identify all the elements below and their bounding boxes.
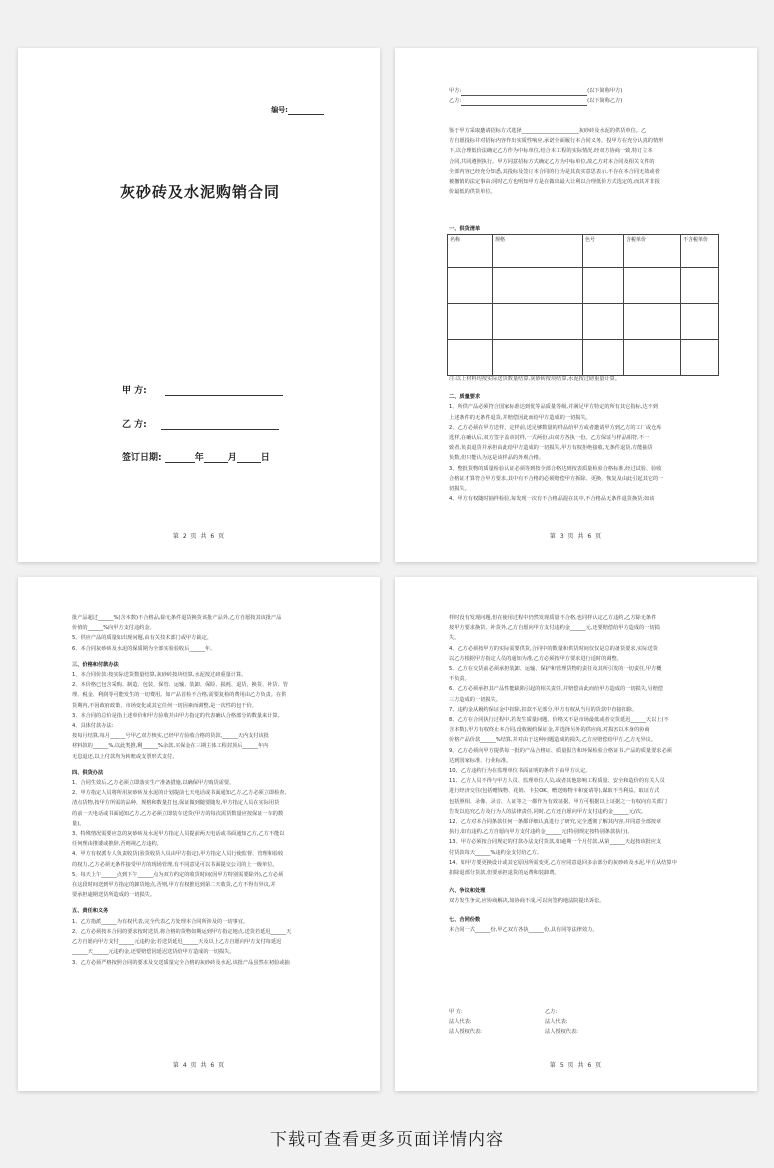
party-a-field: 甲 方: [122,383,283,396]
section-heading: 一、供货清单 [449,226,481,232]
page-footer: 第 4 页 共 6 页 [172,1062,226,1069]
page-body: 样时没有发现问题,但在使用过程中仍然发现质量不合格,也同样认定乙方违约,乙方除无条件 按甲方要求换货、补货外,乙方自愿向甲方支付违约金______元,还要赔偿给甲方造成的一切损 失。 4、乙方必须按甲方的实际需要供货,合同中的数量和供货时间仅仅是总的备货要求,实际送货 以乙方根据甲方指定人员的通知为准,乙方必须按甲方要求进行适时的调整。 5、乙方在交货前必须承担装卸、运输、保护和管理货物的责任及其所引发的一切责任,甲方概 不负责。 6、乙方必须承担其产品性能缺陷引起的相关责任,并赔偿由此而给甲方造成的一切损失,另赔偿 三方造成的一切损失。 7、违约金从履约保证金中扣除,扣款不足部分,甲方有权从当月的货款中直接扣除。 8、乙方在合同执行过程中,若发生质量问题、价格又不是市场最低或者交货延迟______天以上(不 含本数),甲方有权终止本合同,没收履约保证金,并选择另外的供应商,对损害以本身的协商 价格产品价款______%结算,并对由于这种问题造成的损失,乙方应赔偿给甲方,乙方无异议。 9、乙方必须向甲方提供每一批的产品合格证、质量报告和环保检验合格证书,产品的质量要求必须 达到国家标准、行业标准。 10、乙方违约行为在监理单位书面证明的条件下由甲方认定。 11、乙方人员不得与甲方人员、监理单位人员,或者其他影响工程质量、安全和造价的有关人员 进行经济交往(包括赠钱物、花销、卡拉OK、赠送购物卡和宴请等),谋取不当利益。取证方式 包括照相、录像、录音、人证等之一都作为有效证据。甲方可根据以上证据之一有权向有关部门 告发以追究乙方及行为人的法律责任,同时,乙方还自愿向甲方支付违约金______元/次。 12、乙方对本合同条款任何一条都详细认真进行了研究,完全透彻了解其内容,并同意全部按章 执行,如有违约,乙方自愿向甲方支付违约金______元(特别规定按特别条款执行)。 13、甲方必须按合同规定的付款办法支付货款,如逾期一个月付款,从第______天起按该批应支 付货款每天______%违约金支付给乙方。 14、如甲方要更换设计或其它原因所需变更,乙方应同意退回多余部分的灰砂砖及水泥,甲方从结算中 扣除退部分货款,但要承担退货的运费和装卸费。 六、争议和处理 双方发生争议,应协商解决,如协商不成,可以向签约地法院提出诉讼。 七、合同份数 本合同一式______份,甲乙双方各执______份,具有同等法律效力。 [449,613,717,935]
intro-paragraph: 鉴于甲方采取邀请招标方式选择______________________灰砂砖及水泥的供货单位。乙 方自愿投标并对招标内容作出实质性响应,承诺全面履行本合同义务。投甲方在充分认真的情形 下,以合理低价法确定乙方作为中标单位,结合本工程的实际情况,经双方协商一致,特订立本 合同,共同遵照执行。甲方同意招标方式确定乙方为中标单位,故乙方对本合同及相关文件的 全部内容已经充分知悉,其投标及签订本合同的行为是其真实意思表示,不存在本合同无效或者 被撤销的法定事由;同时乙方也明知甲方是在做出最大让利以合理低价方式选定的,而其并非报 价最低的供货单位。 [449,128,664,196]
contract-page-5 [395,577,757,1091]
quality-section: 注:以上材料均按实际送货数量结算,灰砂砖按块结算,水泥按过磅重量计算。 二、质量要求 1、所供产品必须符合国家标准达到优等品质量等级,并满足甲方特定的所有其它指标,达不到 上述条件的无条件退货,并赔偿因此而给甲方造成的一切损失。 2、乙方必须在甲方送样、定样前,送足够数量的样品给甲方或者邀请甲方到乙方的工厂或仓库 选样,在确认后,双方签字盖章封样,一式两份,由双方各执一份。乙方保证与样品相符,不一 致者,负责退货并承担由此给甲方造成的一切损失,甲方有权拒绝接收,无条件退货,方能抽货 负数,但只能认为这是该样品的外观合格。 3、整批货物的质量检验认证必须等到按全部合格达到按表质量检验合格标准,经过试验、验收 合格证才算符合甲方要求,其中有不合格的必须赔偿甲方拆除、更换、恢复及由此引起其它的一 切损失。 4、甲方有权随时抽样检验,每发现一次有不合格品混在其中,不合格品无条件退货换货;如该 [449,374,717,504]
table-header: 含税单价 [624,235,681,268]
supply-table [447,234,719,376]
table-row [448,340,719,376]
parties-block [449,86,717,106]
download-caption: 下载可查看更多页面详情内容 [270,1130,504,1150]
contract-page-4 [18,577,380,1091]
page-body: 批产品超过______%(含本数)不合格品,除无条件退货换货该批产品外,乙方自愿按其该批产品 价值的______%向甲方支付违约金。 5、供应产品的质量如出现问题,由有关技术部门或甲方裁定。 6、本合同灰砂砖及水泥的保质期为全部实验验收后______年。 三、价格和付款办法 1、本合同价款:按实际送货数量结算,灰砂砖按块结算,水泥按过磅重量计算。 2、本价格已包含采购、制造、包装、保管、运输、装卸、保险、损耗、退货、换货、补货、管 理、税金、利润等可能发生的一切费用。如产品首检不合格,需要复检的费用由乙方负责。在供 货期内,不因政府政策、市场变化或其它任何一切因素而调整,是一次性的包干价。 3、本合同的总价是指上述单价和甲方验收并由甲方指定的代表确认合格部分的数量来计算。 4、具体付款办法: 按每月结算,每月______号甲乙双方核实,已经甲方验收合格的货款,______天内支付该批 材料款的______%,以此类推,剩______%余款,买保金在三期主体工程封顶后______年内 无息退还,以上付款均为转账或支票形式支付。 四、供货办法 1、合同生效后,乙方必须立即落实生产准备措施,以确保甲方购货需要。 2、甲方指定人员将所用灰砂砖及水泥的计划提前七天电话或书面通知乙方,乙方必须立即检查, 清点货物,按甲方所需的品种、规格和数量打包,保证做到随要随发,甲方指定人员在实际用货 的前一天电话或书面通知乙方,乙方必须立即装车送货(甲方的每次需货数量应按保证一车的数 量)。 3、特殊情况需要应急的灰砂砖及水泥甲方指定人员提前两天电话或书面通知乙方,乙方不能以 任何理由推诿或推辞,否则视乙方违约。 4、甲方有权派专人负责收货(验货收货人员由甲方指定),甲方指定人员行使监督、管理和验收 的权力,乙方必须无条件接受甲方的现场管理,有不同意见可以书面提交公司的上一级单位。 5、每天上午______点到下午______点为双方约定的收货时间(因甲方特别需要除外),乙方必须 在这段时间送到甲方指定的卸货地点,否则,甲方有权推迟到第二天收货,乙方不得有异议,并 要承担逾期送货所造成的一切损失。 五、责任和义务 1、乙方指派______为有权代表,完全代表乙方处理本合同所涉及的一切事宜。 2、乙方必须按本合同的要求按时送货,将合格的货物如期运到甲方指定地点,送货若延迟______天 乙方自愿向甲方支付______元违约金;若送货延迟______天及以上乙方自愿向甲方支付每延迟 ______天______元违约金,还要赔偿因延迟送货给甲方造成的一切损失。 3、乙方必须严格按照合同的要求及交送质量完全合格的灰砂砖及水泥,该批产品虽然在初验或抽 [72,613,340,968]
page-footer: 第 2 页 共 6 页 [172,533,226,540]
table-note: 注:以上材料均按实际送货数量结算,灰砂砖按块结算,水泥按过磅重量计算。 [449,376,621,382]
section-heading: 五、责任和义务 [72,908,109,915]
table-header: 名称 [448,235,493,268]
section-heading: 六、争议和处理 [449,888,486,895]
party-b-field: 乙 方: [122,417,279,430]
section-heading: 七、合同份数 [449,916,481,923]
table-header: 不含税单价 [681,235,719,268]
section-heading: 四、供货办法 [72,769,104,776]
sign-date-field: 签订日期: 年 月 日 [122,453,270,463]
table-header: 规格 [493,235,583,268]
table-row [448,304,719,340]
signature-block: 甲 方: 乙方: 法人代表: 法人代表: 法人授权代表: 法人授权代表: [449,1009,578,1036]
table-header: 色号 [583,235,624,268]
contract-page-3 [395,48,757,562]
page-footer: 第 3 页 共 6 页 [549,533,603,540]
document-title: 灰砂砖及水泥购销合同 [120,183,281,201]
party-a-line: 甲方: (以下简称甲方) [449,86,717,96]
cover-page [18,48,380,562]
table-header-row [448,235,719,268]
table-row [448,268,719,304]
contract-number: 编号: [271,105,324,115]
page-footer: 第 5 页 共 6 页 [549,1062,603,1069]
section-heading: 三、价格和付款办法 [72,661,119,668]
party-b-line: 乙方: (以下简称乙方) [449,96,717,106]
